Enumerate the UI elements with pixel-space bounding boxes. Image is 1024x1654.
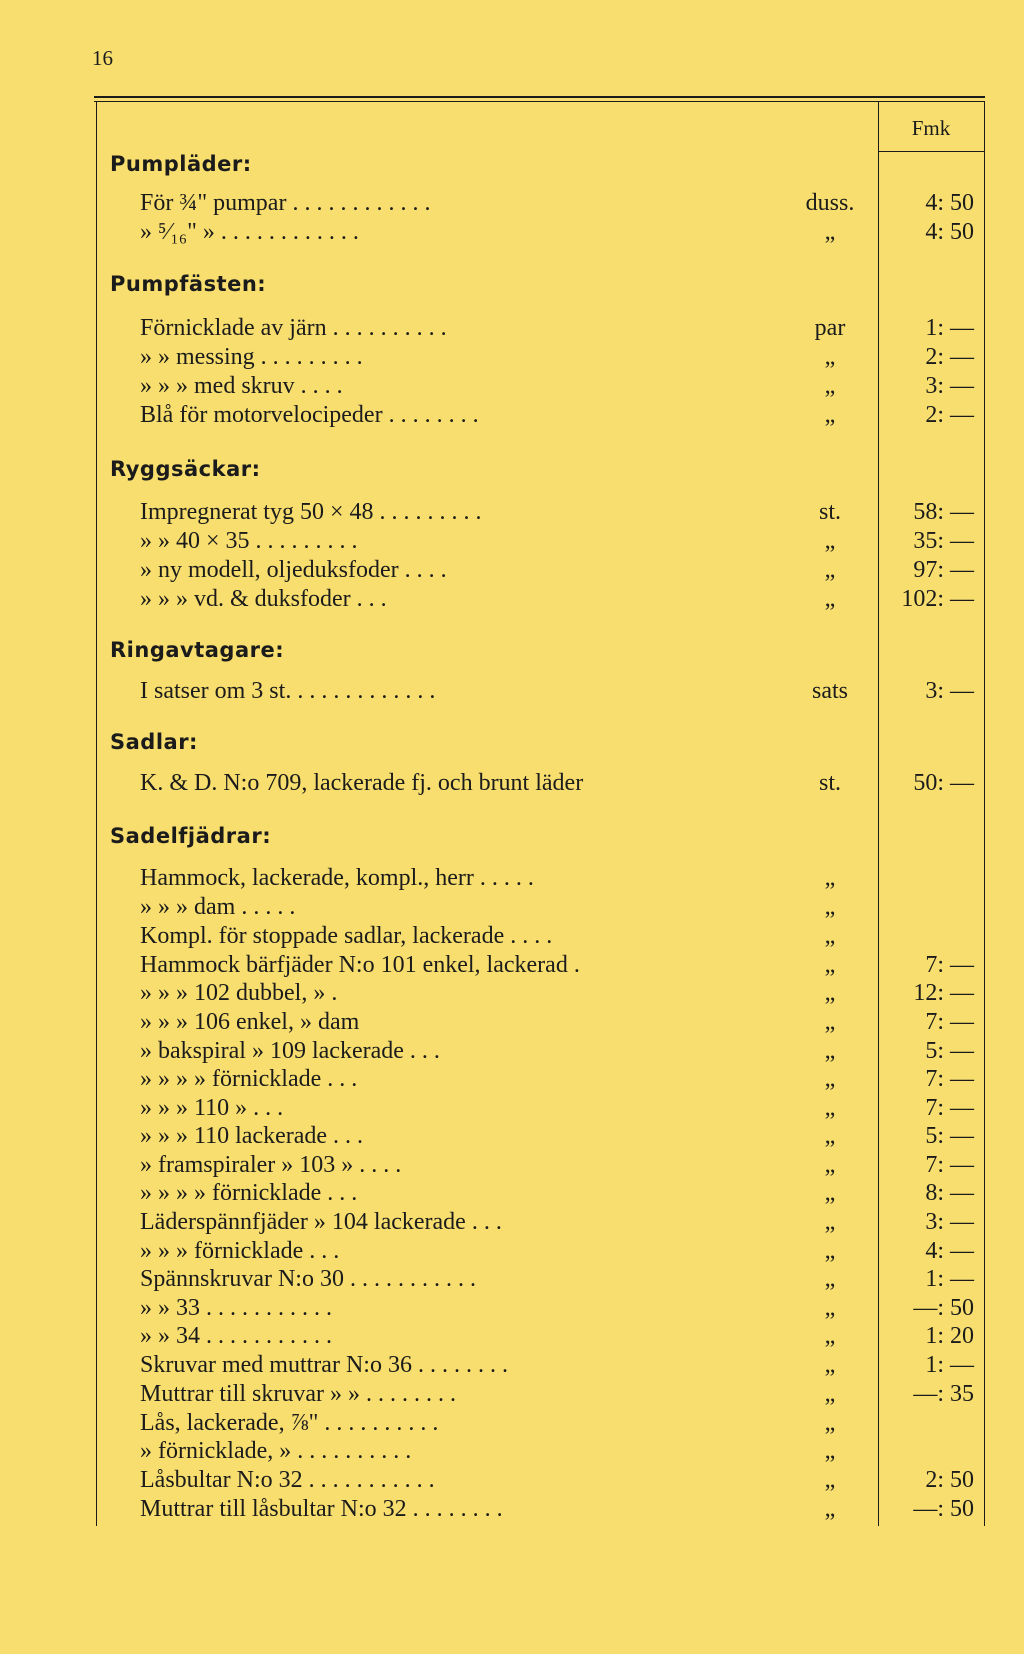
item-unit: st. <box>818 770 841 796</box>
item-description: » » » » förnicklade . . . <box>140 1066 358 1092</box>
item-description: Impregnerat tyg 50 × 48 . . . . . . . . . <box>140 499 482 525</box>
item-price: 7: — <box>925 952 974 978</box>
item-price: 1: 20 <box>925 1323 974 1349</box>
price-row <box>140 555 984 585</box>
item-price: 1: — <box>925 315 974 341</box>
item-description: Muttrar till låsbultar N:o 32 . . . . . . . . <box>140 1496 503 1522</box>
item-unit: „ <box>824 402 836 428</box>
item-description: Förnicklade av järn . . . . . . . . . . <box>140 315 447 341</box>
item-description: Låsbultar N:o 32 . . . . . . . . . . . <box>140 1467 435 1493</box>
item-description: » framspiraler » 103 » . . . . <box>140 1152 402 1178</box>
price-row <box>140 1207 984 1237</box>
item-unit: „ <box>824 1238 836 1264</box>
price-row <box>140 497 984 527</box>
item-price: 4: 50 <box>925 219 974 245</box>
price-row <box>140 1064 984 1094</box>
item-description: Kompl. för stoppade sadlar, lackerade . . . . <box>140 923 553 949</box>
item-price: 2: — <box>925 344 974 370</box>
price-row <box>140 1321 984 1351</box>
price-row <box>140 1264 984 1294</box>
item-unit: „ <box>824 1410 836 1436</box>
price-row <box>140 1494 984 1524</box>
item-price: 1: — <box>925 1352 974 1378</box>
item-unit: „ <box>824 1038 836 1064</box>
price-row <box>140 342 984 372</box>
item-description: » » » dam . . . . . <box>140 894 296 920</box>
item-price: 58: — <box>913 499 974 525</box>
item-unit: „ <box>824 923 836 949</box>
item-unit: „ <box>824 1266 836 1292</box>
item-unit: „ <box>824 1381 836 1407</box>
item-description: Lås, lackerade, ⅞" . . . . . . . . . . <box>140 1410 439 1436</box>
price-row <box>140 1408 984 1438</box>
price-row <box>140 1093 984 1123</box>
section-heading: Pumpfästen: <box>110 272 267 296</box>
price-row <box>140 892 984 922</box>
item-unit: „ <box>824 1123 836 1149</box>
item-unit: duss. <box>805 190 855 216</box>
item-description: » » 40 × 35 . . . . . . . . . <box>140 528 358 554</box>
item-unit: „ <box>824 1467 836 1493</box>
item-description: Hammock bärfjäder N:o 101 enkel, lackerad . <box>140 952 580 978</box>
item-description: » » 33 . . . . . . . . . . . <box>140 1295 332 1321</box>
item-description: Läderspännfjäder » 104 lackerade . . . <box>140 1209 502 1235</box>
price-row <box>140 1121 984 1151</box>
item-unit: „ <box>824 1095 836 1121</box>
price-row <box>140 400 984 430</box>
price-row <box>140 950 984 980</box>
item-description: » » » förnicklade . . . <box>140 1238 340 1264</box>
item-unit: „ <box>824 1295 836 1321</box>
price-row <box>140 313 984 343</box>
item-unit: „ <box>824 1209 836 1235</box>
item-description: » » messing . . . . . . . . . <box>140 344 363 370</box>
item-description: » bakspiral » 109 lackerade . . . <box>140 1038 440 1064</box>
item-description: » » » 106 enkel, » dam <box>140 1009 360 1035</box>
item-price: 4: — <box>925 1238 974 1264</box>
item-unit: „ <box>824 1496 836 1522</box>
item-price: 7: — <box>925 1009 974 1035</box>
item-description: » förnicklade, » . . . . . . . . . . <box>140 1438 412 1464</box>
item-unit: „ <box>824 1152 836 1178</box>
item-unit: „ <box>824 586 836 612</box>
item-description: » » » 110 » . . . <box>140 1095 284 1121</box>
item-price: —: 50 <box>913 1496 974 1522</box>
item-price: 5: — <box>925 1123 974 1149</box>
price-row <box>140 188 984 218</box>
left-border <box>96 102 97 1526</box>
price-row <box>140 978 984 1008</box>
item-price: 12: — <box>913 980 974 1006</box>
item-unit: „ <box>824 952 836 978</box>
price-row <box>140 1379 984 1409</box>
price-row <box>140 1236 984 1266</box>
item-price: 8: — <box>925 1180 974 1206</box>
price-row <box>140 526 984 556</box>
item-price: 7: — <box>925 1152 974 1178</box>
currency-header-rule <box>878 151 984 152</box>
section-heading: Ryggsäckar: <box>110 457 261 481</box>
item-price: —: 35 <box>913 1381 974 1407</box>
top-rule-thin <box>94 101 985 102</box>
top-rule <box>94 96 985 98</box>
price-row <box>140 1150 984 1180</box>
item-unit: „ <box>824 894 836 920</box>
item-description: Muttrar till skruvar » » . . . . . . . . <box>140 1381 456 1407</box>
item-unit: „ <box>824 1352 836 1378</box>
item-price: 3: — <box>925 373 974 399</box>
item-unit: „ <box>824 557 836 583</box>
item-price: 7: — <box>925 1095 974 1121</box>
price-row <box>140 1293 984 1323</box>
item-unit: „ <box>824 1066 836 1092</box>
item-description: Skruvar med muttrar N:o 36 . . . . . . . . <box>140 1352 508 1378</box>
item-price: 3: — <box>925 678 974 704</box>
item-description: » » » » förnicklade . . . <box>140 1180 358 1206</box>
item-price: 7: — <box>925 1066 974 1092</box>
item-price: 3: — <box>925 1209 974 1235</box>
section-heading: Sadelfjädrar: <box>110 824 272 848</box>
item-description: » ny modell, oljeduksfoder . . . . <box>140 557 447 583</box>
price-row <box>140 768 984 798</box>
price-row <box>140 1036 984 1066</box>
item-description: För ¾" pumpar . . . . . . . . . . . . <box>140 190 431 216</box>
item-description: K. & D. N:o 709, lackerade fj. och brunt läder <box>140 770 584 796</box>
item-unit: st. <box>818 499 841 525</box>
price-row <box>140 921 984 951</box>
section-heading: Sadlar: <box>110 730 198 754</box>
item-price: 35: — <box>913 528 974 554</box>
item-price: 102: — <box>901 586 974 612</box>
item-description: Spännskruvar N:o 30 . . . . . . . . . . . <box>140 1266 476 1292</box>
price-row <box>140 584 984 614</box>
item-description: » » » 102 dubbel, » . <box>140 980 338 1006</box>
price-row <box>140 1178 984 1208</box>
item-description: » » » 110 lackerade . . . <box>140 1123 364 1149</box>
price-row <box>140 1465 984 1495</box>
item-price: 2: — <box>925 402 974 428</box>
item-description: » » » med skruv . . . . <box>140 373 343 399</box>
item-description: I satser om 3 st. . . . . . . . . . . . . <box>140 678 436 704</box>
item-unit: „ <box>824 1009 836 1035</box>
section-heading: Ringavtagare: <box>110 638 285 662</box>
price-row <box>140 1436 984 1466</box>
item-unit: „ <box>824 219 836 245</box>
item-unit: sats <box>812 678 848 704</box>
right-border <box>984 102 985 1526</box>
item-price: 97: — <box>913 557 974 583</box>
item-description: Hammock, lackerade, kompl., herr . . . . . <box>140 865 534 891</box>
price-row <box>140 1007 984 1037</box>
item-unit: „ <box>824 1323 836 1349</box>
item-unit: „ <box>824 373 836 399</box>
page-number: 16 <box>92 46 113 70</box>
item-price: —: 50 <box>913 1295 974 1321</box>
item-unit: „ <box>824 865 836 891</box>
price-row <box>140 371 984 401</box>
price-row <box>140 1350 984 1380</box>
item-price: 4: 50 <box>925 190 974 216</box>
currency-header: Fmk <box>911 116 951 140</box>
item-unit: „ <box>824 1180 836 1206</box>
item-price: 2: 50 <box>925 1467 974 1493</box>
item-price: 5: — <box>925 1038 974 1064</box>
item-unit: par <box>814 315 846 341</box>
item-unit: „ <box>824 344 836 370</box>
item-unit: „ <box>824 528 836 554</box>
item-unit: „ <box>824 980 836 1006</box>
item-price: 1: — <box>925 1266 974 1292</box>
price-row <box>140 217 984 247</box>
item-description: » » 34 . . . . . . . . . . . <box>140 1323 332 1349</box>
price-row <box>140 863 984 893</box>
price-row <box>140 676 984 706</box>
item-description: » ⁵⁄₁₆" » . . . . . . . . . . . . <box>140 219 359 245</box>
item-unit: „ <box>824 1438 836 1464</box>
section-heading: Pumpläder: <box>110 152 252 176</box>
item-description: » » » vd. & duksfoder . . . <box>140 586 387 612</box>
item-price: 50: — <box>913 770 974 796</box>
item-description: Blå för motorvelocipeder . . . . . . . . <box>140 402 479 428</box>
